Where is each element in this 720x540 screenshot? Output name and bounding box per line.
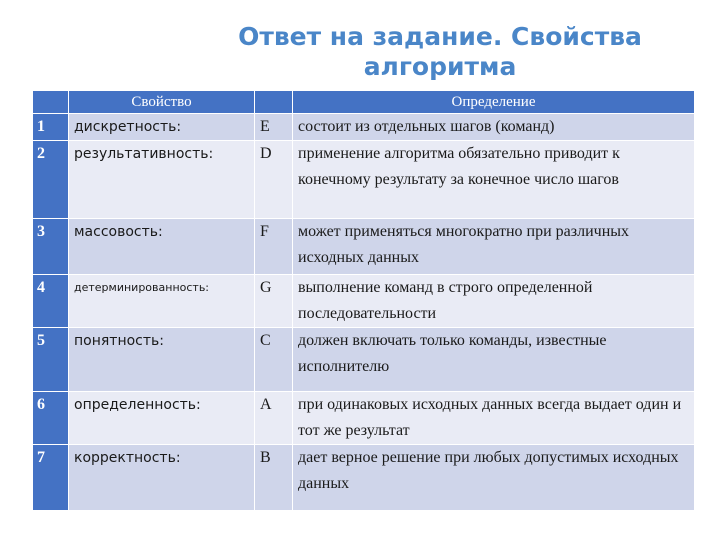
table-header-row [33, 91, 695, 114]
property-name: массовость: [69, 219, 255, 275]
table-row [33, 328, 695, 392]
row-number: 2 [33, 141, 69, 219]
property-name: результативность: [69, 141, 255, 219]
table-row [33, 445, 695, 511]
property-letter: A [255, 392, 293, 445]
row-number: 5 [33, 328, 69, 392]
table-row [33, 392, 695, 445]
header-definition: Определение [293, 91, 695, 114]
table-row [33, 219, 695, 275]
row-number: 6 [33, 392, 69, 445]
header-num [33, 91, 69, 114]
property-definition: выполнение команд в строго определенной последовательности [293, 275, 695, 328]
property-letter: D [255, 141, 293, 219]
property-definition: состоит из отдельных шагов (команд) [293, 114, 695, 141]
row-number: 4 [33, 275, 69, 328]
row-number: 3 [33, 219, 69, 275]
property-definition: может применяться многократно при различных исходных данных [293, 219, 695, 275]
row-number: 1 [33, 114, 69, 141]
property-letter: B [255, 445, 293, 511]
table-row [33, 141, 695, 219]
property-name: корректность: [69, 445, 255, 511]
property-letter: F [255, 219, 293, 275]
property-name: дискретность: [69, 114, 255, 141]
page-title: Ответ на задание. Свойства алгоритма [238, 22, 642, 81]
property-name: детерминированность: [69, 275, 255, 328]
property-letter: E [255, 114, 293, 141]
table-row [33, 275, 695, 328]
header-property: Свойство [69, 91, 255, 114]
row-number: 7 [33, 445, 69, 511]
property-letter: C [255, 328, 293, 392]
property-definition: должен включать только команды, известные исполнителю [293, 328, 695, 392]
property-name: понятность: [69, 328, 255, 392]
property-letter: G [255, 275, 293, 328]
property-name: определенность: [69, 392, 255, 445]
properties-table [32, 90, 695, 511]
table-row [33, 114, 695, 141]
property-definition: применение алгоритма обязательно приводит к конечному результату за конечное число шагов [293, 141, 695, 219]
property-definition: дает верное решение при любых допустимых исходных данных [293, 445, 695, 511]
property-definition: при одинаковых исходных данных всегда выдает один и тот же результат [293, 392, 695, 445]
header-letter [255, 91, 293, 114]
